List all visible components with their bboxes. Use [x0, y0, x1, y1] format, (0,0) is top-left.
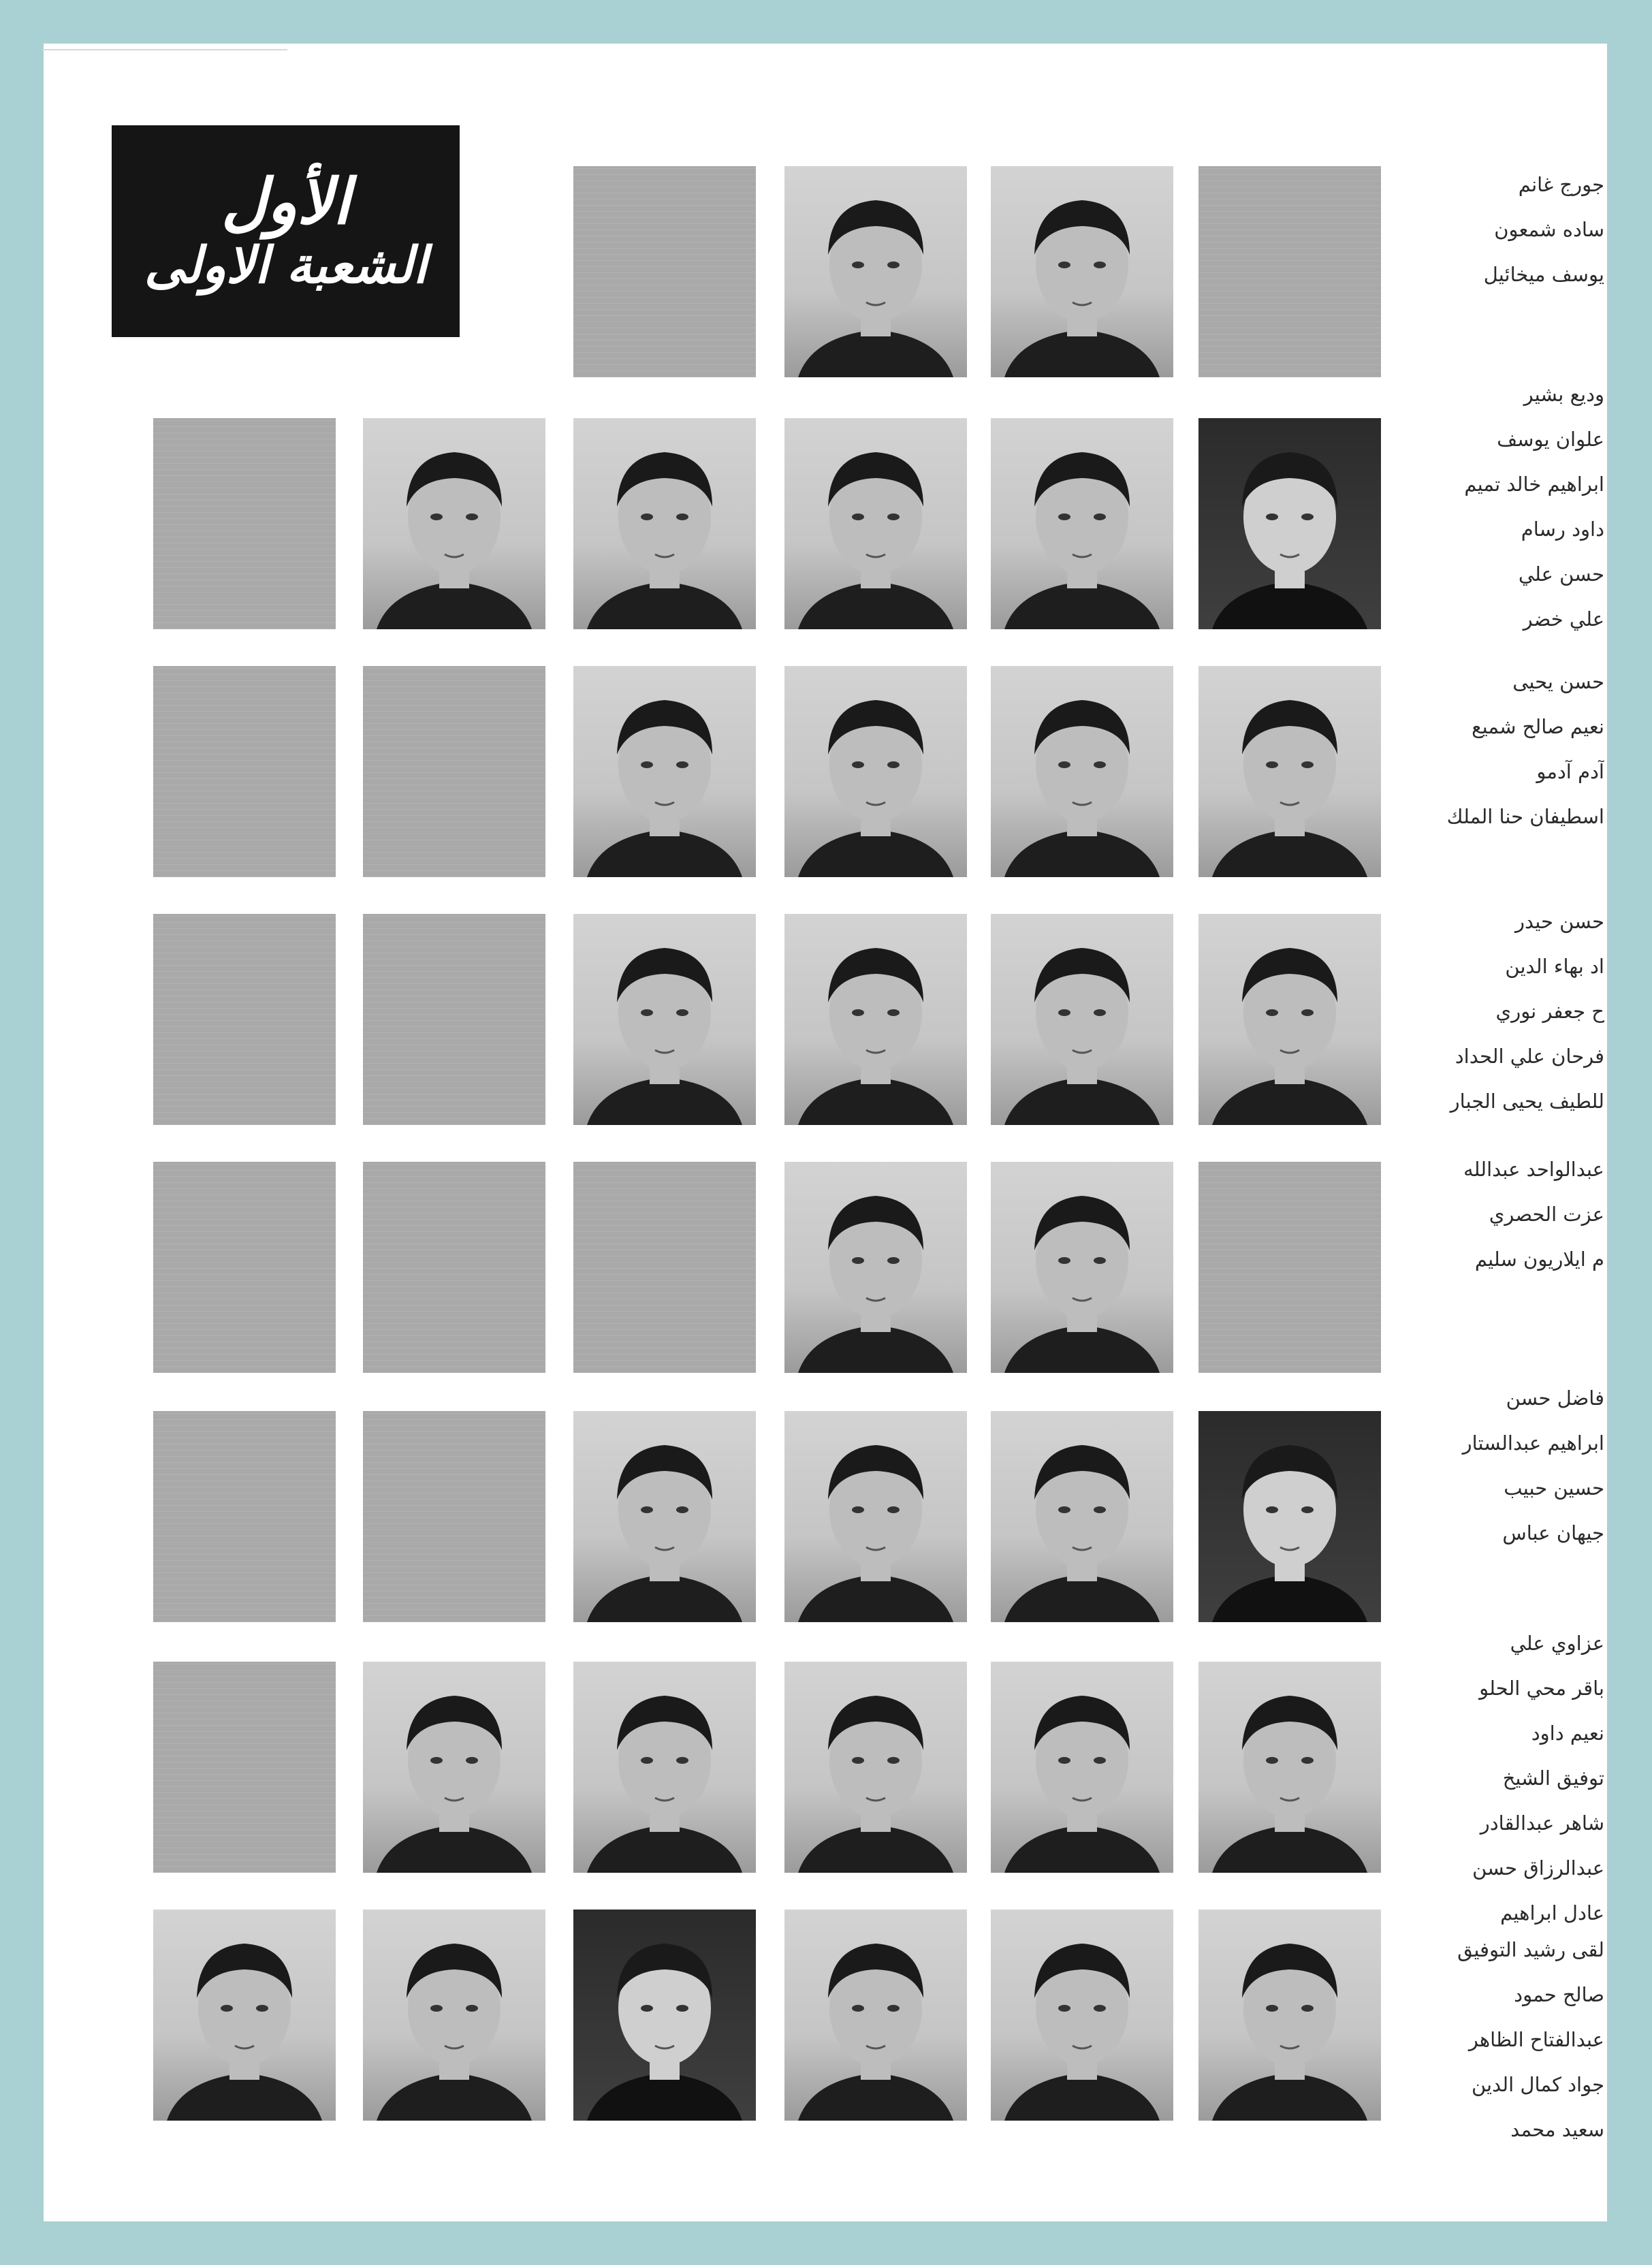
- student-portrait: [1198, 666, 1381, 877]
- student-portrait: [1198, 418, 1381, 629]
- student-portrait: [991, 418, 1173, 629]
- portrait-image: [784, 1910, 967, 2121]
- empty-photo-slot: [363, 1411, 545, 1622]
- portrait-image: [991, 166, 1173, 377]
- student-portrait: [363, 1662, 545, 1873]
- student-portrait: [784, 166, 967, 377]
- student-portrait: [784, 666, 967, 877]
- student-portrait: [153, 1910, 336, 2121]
- student-name-list: [1407, 899, 1604, 1124]
- portrait-image: [784, 914, 967, 1125]
- student-portrait: [363, 1910, 545, 2121]
- student-name-list: [1407, 1147, 1604, 1282]
- portrait-image: [1198, 418, 1381, 629]
- empty-photo-slot: [153, 914, 336, 1125]
- student-portrait: [784, 1411, 967, 1622]
- empty-photo-slot: [153, 1662, 336, 1873]
- class-title-block: [112, 125, 460, 337]
- student-name: ح جعفر نوري: [1495, 1000, 1604, 1023]
- student-name: عبدالرزاق حسن: [1472, 1856, 1604, 1880]
- student-portrait: [363, 418, 545, 629]
- portrait-image: [1198, 1662, 1381, 1873]
- portrait-image: [991, 666, 1173, 877]
- portrait-image: [991, 1162, 1173, 1373]
- student-name: توفيق الشيخ: [1502, 1767, 1604, 1790]
- student-name: حسن علي: [1518, 563, 1604, 586]
- student-name: ابراهيم خالد تميم: [1464, 473, 1604, 496]
- portrait-image: [991, 1662, 1173, 1873]
- student-name: علوان يوسف: [1497, 428, 1604, 451]
- student-name-list: [1407, 372, 1604, 642]
- portrait-image: [991, 1411, 1173, 1622]
- portrait-image: [1198, 914, 1381, 1125]
- student-name: عزاوي علي: [1510, 1632, 1604, 1655]
- student-portrait: [573, 914, 756, 1125]
- empty-photo-slot: [1198, 1162, 1381, 1373]
- empty-photo-slot: [363, 1162, 545, 1373]
- student-portrait: [991, 1662, 1173, 1873]
- portrait-image: [573, 1910, 756, 2121]
- student-portrait: [1198, 1662, 1381, 1873]
- student-portrait: [784, 1910, 967, 2121]
- student-name: نعيم داود: [1531, 1722, 1604, 1745]
- student-name: باقر محي الحلو: [1479, 1677, 1604, 1700]
- student-name: يوسف ميخائيل: [1483, 263, 1604, 286]
- student-name-list: [1407, 1376, 1604, 1555]
- student-name: فرحان علي الحداد: [1455, 1045, 1604, 1068]
- portrait-image: [784, 1411, 967, 1622]
- top-rule: [42, 49, 287, 50]
- portrait-image: [573, 1662, 756, 1873]
- student-name: وديع بشير: [1523, 383, 1604, 406]
- student-name: اسطيفان حنا الملك: [1446, 805, 1604, 828]
- student-name: اد بهاء الدين: [1505, 955, 1604, 978]
- portrait-image: [573, 666, 756, 877]
- student-portrait: [1198, 914, 1381, 1125]
- student-name: فاضل حسن: [1506, 1387, 1604, 1410]
- portrait-image: [1198, 666, 1381, 877]
- student-name: سعيد محمد: [1510, 2118, 1604, 2141]
- student-name-list: [1407, 162, 1604, 297]
- student-portrait: [784, 1662, 967, 1873]
- student-portrait: [991, 666, 1173, 877]
- student-name: علي خضر: [1523, 607, 1604, 631]
- student-name-list: [1407, 659, 1604, 839]
- portrait-image: [153, 1910, 336, 2121]
- student-name: جورج غانم: [1518, 173, 1604, 196]
- student-name: داود رسام: [1521, 518, 1604, 541]
- student-portrait: [573, 1910, 756, 2121]
- student-name: صالح حمود: [1514, 1983, 1604, 2006]
- student-name: عبدالفتاح الظاهر: [1468, 2028, 1604, 2051]
- portrait-image: [363, 418, 545, 629]
- class-title: الأول: [221, 165, 351, 239]
- student-name: عزت الحصري: [1489, 1203, 1604, 1226]
- portrait-image: [363, 1662, 545, 1873]
- student-name: حسن حيدر: [1515, 910, 1604, 933]
- portrait-image: [573, 914, 756, 1125]
- student-portrait: [573, 1411, 756, 1622]
- portrait-image: [784, 418, 967, 629]
- empty-photo-slot: [573, 1162, 756, 1373]
- student-portrait: [784, 1162, 967, 1373]
- section-title: الشعبة الاولى: [144, 236, 428, 295]
- student-name-list: [1407, 1927, 1604, 2152]
- student-name: للطيف يحيى الجبار: [1450, 1090, 1604, 1113]
- empty-photo-slot: [153, 418, 336, 629]
- portrait-image: [784, 166, 967, 377]
- portrait-image: [1198, 1910, 1381, 2121]
- portrait-image: [573, 418, 756, 629]
- student-name: عبدالواحد عبدالله: [1463, 1158, 1604, 1181]
- portrait-image: [991, 418, 1173, 629]
- empty-photo-slot: [573, 166, 756, 377]
- student-portrait: [573, 418, 756, 629]
- student-portrait: [573, 1662, 756, 1873]
- empty-photo-slot: [153, 1162, 336, 1373]
- student-name: عادل ابراهيم: [1500, 1901, 1604, 1925]
- student-name: نعيم صالح شميع: [1472, 715, 1604, 738]
- student-name: لقى رشيد التوفيق: [1457, 1938, 1604, 1961]
- student-name: شاهر عبدالقادر: [1480, 1811, 1604, 1835]
- student-name: ساده شمعون: [1494, 218, 1604, 241]
- student-name: حسن يحيى: [1512, 670, 1604, 693]
- student-name: م ايلاريون سليم: [1474, 1248, 1604, 1271]
- student-name: جيهان عباس: [1502, 1521, 1604, 1545]
- student-name: آدم آدمو: [1536, 760, 1604, 783]
- student-portrait: [784, 418, 967, 629]
- student-portrait: [1198, 1910, 1381, 2121]
- portrait-image: [991, 914, 1173, 1125]
- student-portrait: [573, 666, 756, 877]
- student-name-list: [1407, 1621, 1604, 1935]
- student-name: حسين حبيب: [1504, 1476, 1604, 1500]
- student-portrait: [991, 166, 1173, 377]
- student-portrait: [991, 914, 1173, 1125]
- portrait-image: [784, 666, 967, 877]
- student-name: جواد كمال الدين: [1471, 2073, 1604, 2096]
- student-portrait: [1198, 1411, 1381, 1622]
- portrait-image: [991, 1910, 1173, 2121]
- student-portrait: [991, 1162, 1173, 1373]
- portrait-image: [784, 1662, 967, 1873]
- student-portrait: [991, 1411, 1173, 1622]
- student-name: ابراهيم عبدالستار: [1462, 1431, 1604, 1455]
- portrait-image: [363, 1910, 545, 2121]
- empty-photo-slot: [1198, 166, 1381, 377]
- empty-photo-slot: [363, 914, 545, 1125]
- empty-photo-slot: [363, 666, 545, 877]
- student-portrait: [991, 1910, 1173, 2121]
- empty-photo-slot: [153, 1411, 336, 1622]
- student-portrait: [784, 914, 967, 1125]
- portrait-image: [1198, 1411, 1381, 1622]
- portrait-image: [573, 1411, 756, 1622]
- portrait-image: [784, 1162, 967, 1373]
- empty-photo-slot: [153, 666, 336, 877]
